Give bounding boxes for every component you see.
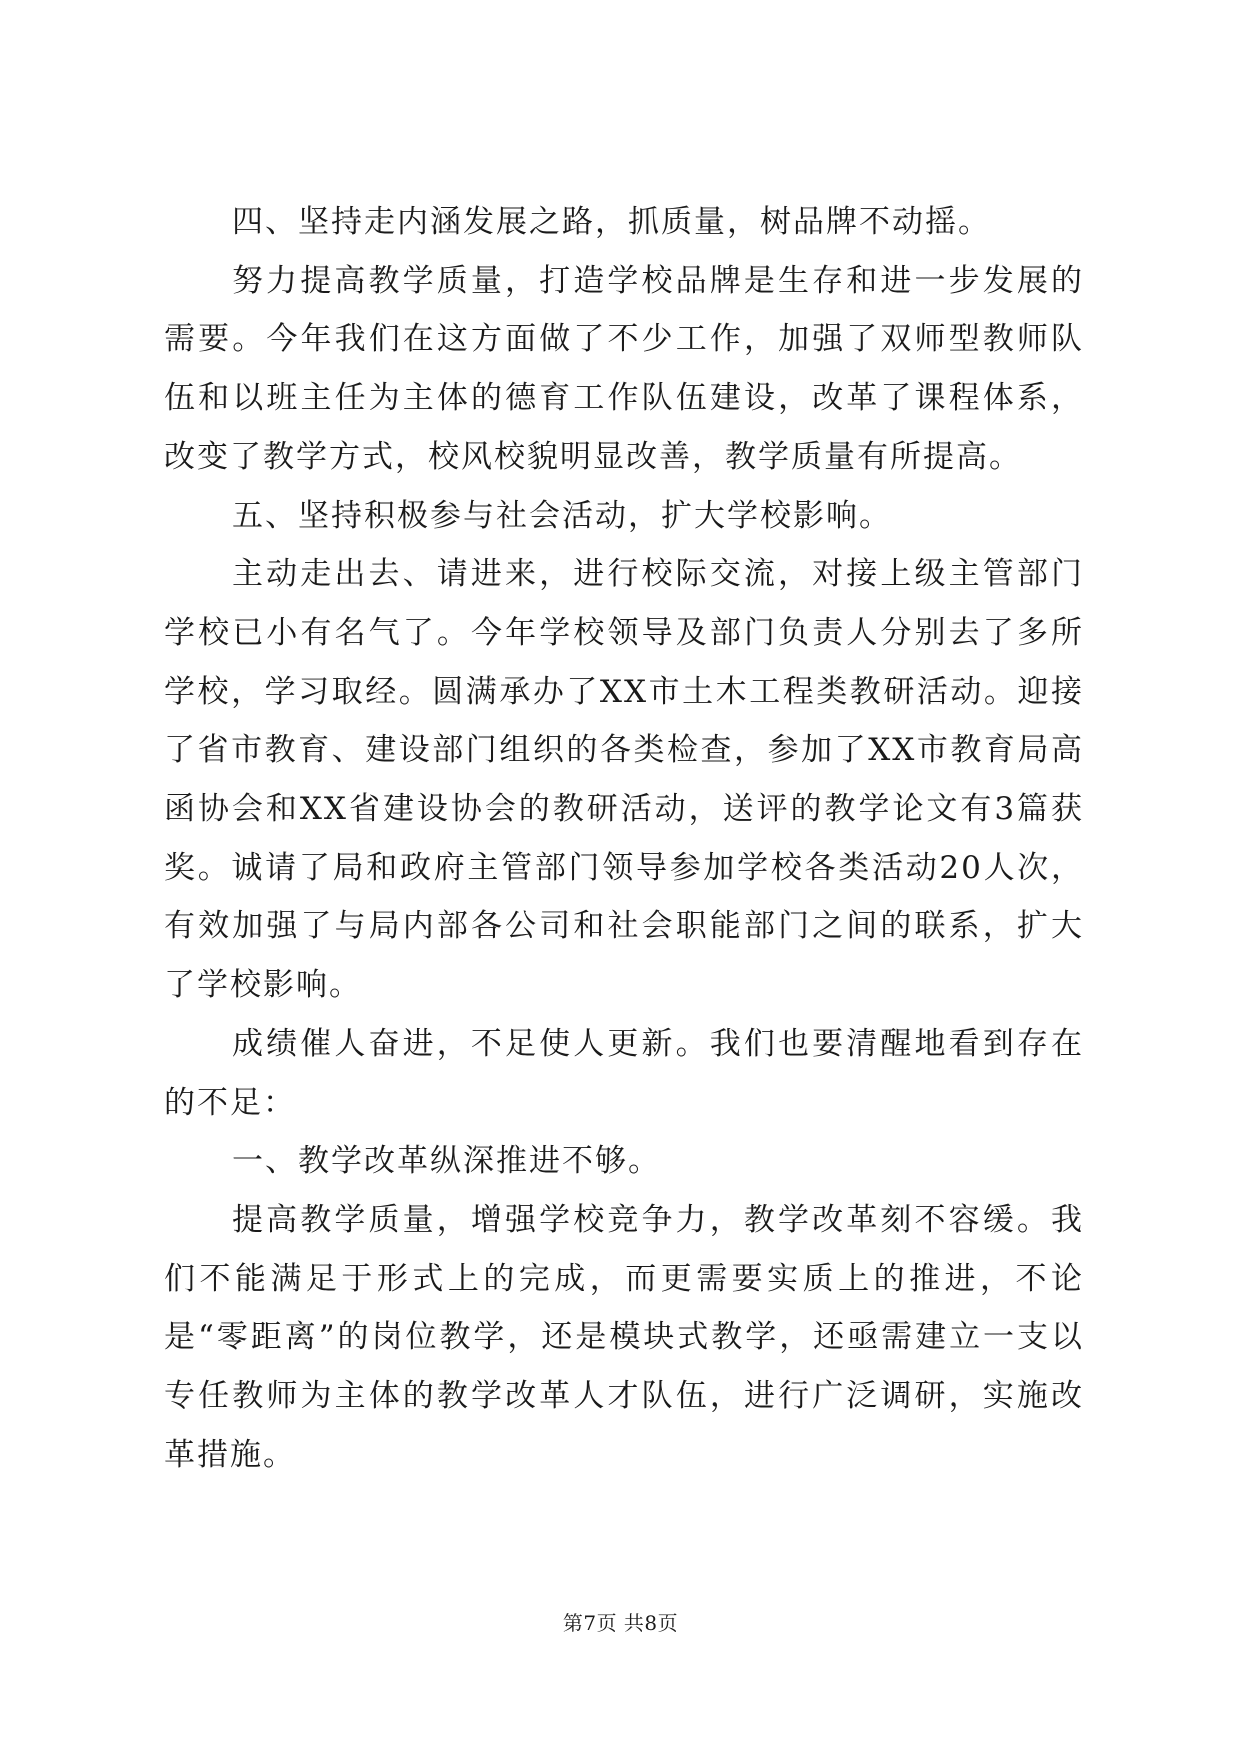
section-heading-5: 五、坚持积极参与社会活动，扩大学校影响。: [232, 497, 892, 534]
section-heading-4: 四、坚持走内涵发展之路，抓质量，树品牌不动摇。: [232, 204, 991, 240]
paragraph-quality: 努力提高教学质量，打造学校品牌是生存和进一步发展的需要。今年我们在这方面做了不少工作，加强了双师型教师队伍和以班主任为主体的德育工作队伍建设，改革了课程体系，改变了教学方式，校风校貌明显改善，教学质量有所提高。: [164, 262, 1084, 475]
page-number: 第7页 共8页: [562, 1611, 679, 1635]
section-heading-1: 一、教学改革纵深推进不够。: [232, 1143, 661, 1180]
paragraph-teaching-reform: 提高教学质量，增强学校竞争力，教学改革刻不容缓。我们不能满足于形式上的完成，而更需要实质上的推进，不论是“零距离”的岗位教学，还是模块式教学，还亟需建立一支以专任教师为主体的教学改革人才队伍，进行广泛调研，实施改革措施。: [164, 1201, 1084, 1473]
paragraph-shortcomings-intro: 成绩催人奋进，不足使人更新。我们也要清醒地看到存在的不足：: [164, 1025, 1084, 1121]
paragraph-social-activities: 主动走出去、请进来，进行校际交流，对接上级主管部门学校已小有名气了。今年学校领导及部门负责人分别去了多所学校，学习取经。圆满承办了XX市土木工程类教研活动。迎接了省市教育、建设部门组织的各类检查，参加了XX市教育局高函协会和XX省建设协会的教研活动，送评的教学论文有3篇获奖。诚请了局和政府主管部门领导参加学校各类活动20人次，有效加强了与局内部各公司和社会职能部门之间的联系，扩大了学校影响。: [164, 556, 1084, 1004]
document-body: [164, 193, 1084, 1484]
